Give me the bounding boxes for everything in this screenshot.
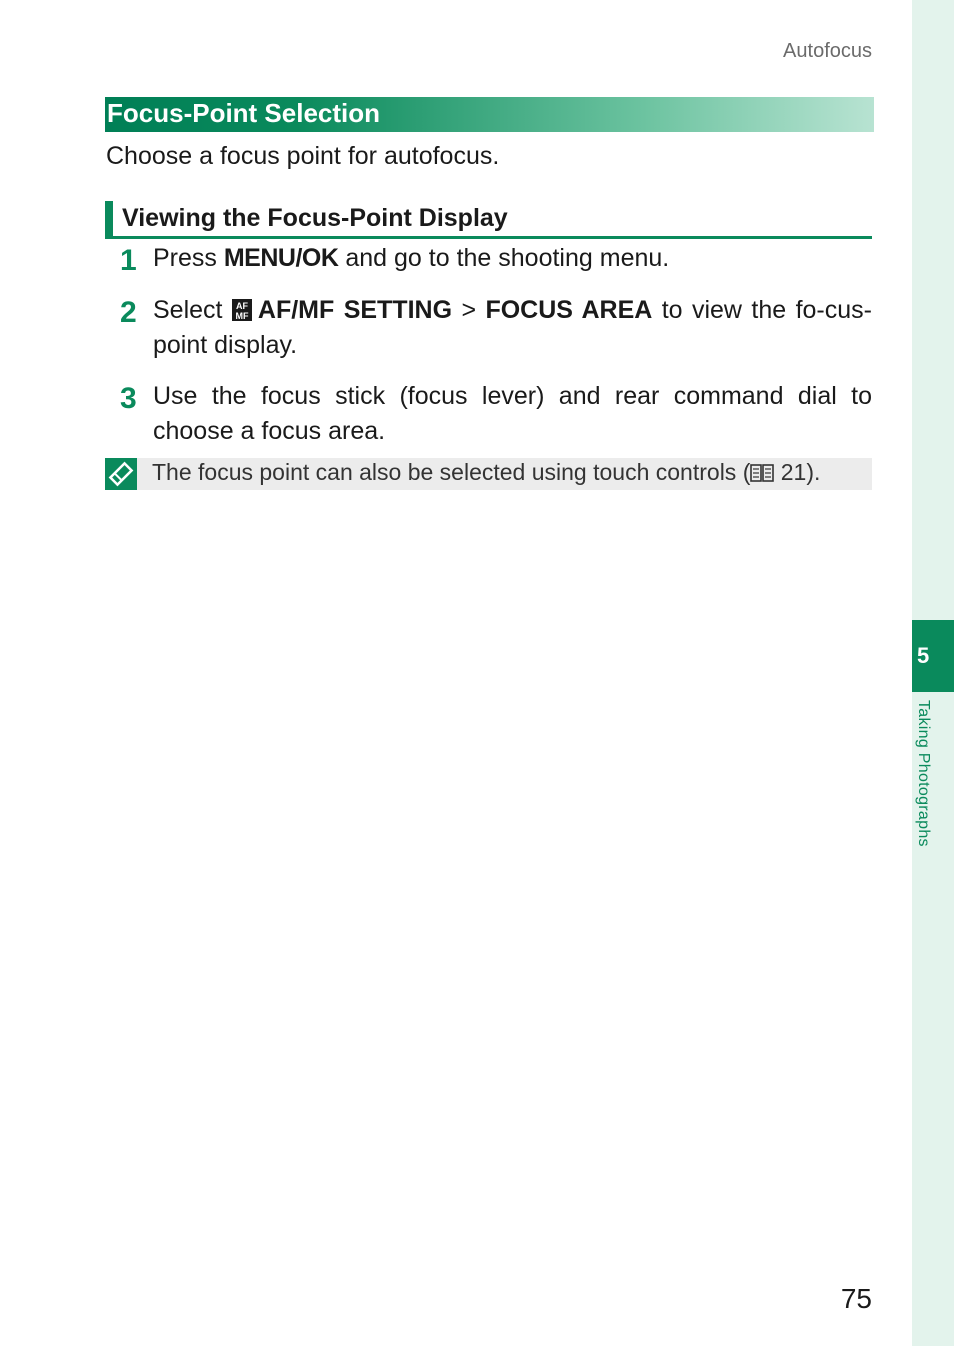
section-intro: Choose a focus point for autofocus. [106, 142, 500, 170]
step-number: 1 [120, 244, 137, 277]
step-text-part: Press [153, 244, 224, 272]
step-number: 3 [120, 382, 137, 415]
running-header: Autofocus [783, 40, 872, 62]
menu-item-name: AF/MF SETTING [257, 296, 453, 324]
af-mf-setting-icon [232, 299, 252, 321]
step-number: 2 [120, 296, 137, 329]
menu-subitem-name: FOCUS AREA [485, 296, 653, 324]
page-reference: 21 [774, 459, 807, 485]
note-text-part: ). [806, 459, 821, 485]
chapter-tab: 5 [912, 620, 954, 692]
menu-ok-key: MENU/OK [223, 244, 339, 272]
section-title: Focus-Point Selection [107, 98, 381, 128]
step-text-part: > [452, 296, 486, 324]
note-text-part: The focus point can also be selected using touch controls ( [152, 459, 751, 485]
svg-text:AF: AF [235, 301, 248, 311]
step-text: Use the focus stick (focus lever) and rear command dial to choose a focus area. [153, 382, 872, 445]
svg-text:MF: MF [235, 311, 249, 321]
chapter-label: Taking Photographs [915, 700, 932, 847]
page-number: 75 [840, 1283, 872, 1314]
subsection-title: Viewing the Focus-Point Display [122, 204, 508, 232]
step-text-part: to view the fo-cus-point display. [153, 296, 872, 359]
step-text-part: Select [153, 296, 232, 324]
note-pencil-icon [105, 458, 137, 490]
step-text-part: and go to the shooting menu. [338, 244, 670, 272]
book-icon [750, 464, 774, 482]
step-text [153, 241, 872, 276]
note-text [152, 456, 820, 488]
step-text [153, 293, 872, 363]
